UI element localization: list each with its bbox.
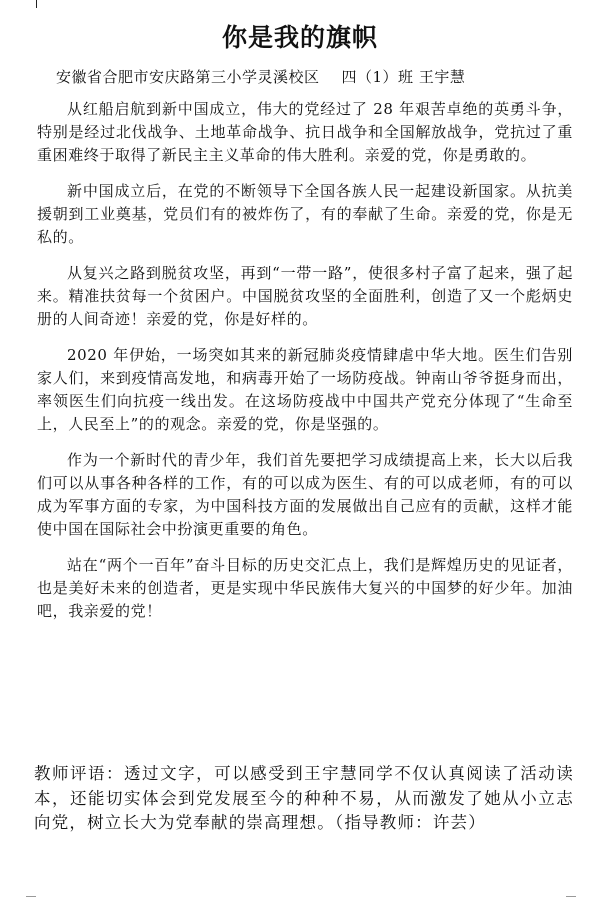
essay-body <box>37 98 573 636</box>
essay-title: 你是我的旗帜 <box>221 23 378 52</box>
author-school: 安徽省合肥市安庆路第三小学灵溪校区 <box>56 68 320 86</box>
page-corner-mark <box>36 0 37 8</box>
essay-paragraph: 站在“两个一百年”奋斗目标的历史交汇点上，我们是辉煌历史的见证者，也是美好未来的创造者，更是实现中华民族伟大复兴的中国梦的好少年。加油吧，我亲爱的党！ <box>37 556 573 620</box>
author-class-name: 四（1）班 王宇慧 <box>341 68 466 86</box>
teacher-comment: 教师评语：透过文字，可以感受到王宇慧同学不仅认真阅读了活动读本，还能切实体会到党发展至今的种种不易，从而激发了她从小立志向党，树立长大为党奉献的崇高理想。（指导教师：许芸） <box>34 764 574 832</box>
author-byline <box>56 66 576 87</box>
essay-paragraph: 新中国成立后，在党的不断领导下全国各族人民一起建设新国家。从抗美援朝到工业奠基，党员们有的被炸伤了，有的奉献了生命。亲爱的党，你是无私的。 <box>37 182 573 246</box>
page-corner-mark <box>26 896 36 897</box>
essay-paragraph: 2020 年伊始，一场突如其来的新冠肺炎疫情肆虐中华大地。医生们告别家人们，来到疫情高发地，和病毒开始了一场防疫战。钟南山爷爷挺身而出，率领医生们向抗疫一线出发。在这场防疫战中中国共产党充分体现了“生命至上，人民至上”的的观念。亲爱的党，你是坚强的。 <box>37 346 573 433</box>
essay-paragraph: 作为一个新时代的青少年，我们首先要把学习成绩提高上来，长大以后我们可以从事各种各样的工作，有的可以成为医生、有的可以成老师，有的可以成为军事方面的专家，为中国科技方面的发展做出自己应有的贡献，这样才能使中国在国际社会中扮演更重要的角色。 <box>37 451 573 538</box>
essay-paragraph: 从红船启航到新中国成立，伟大的党经过了 28 年艰苦卓绝的英勇斗争，特别是经过北伐战争、土地革命战争、抗日战争和全国解放战争，党抗过了重重困难终于取得了新民主主义革命的伟大胜利。亲爱的党，你是勇敢的。 <box>37 100 573 164</box>
page-corner-mark <box>566 896 576 897</box>
essay-paragraph: 从复兴之路到脱贫攻坚，再到“一带一路”，使很多村子富了起来，强了起来。精准扶贫每一个贫困户。中国脱贫攻坚的全面胜利，创造了又一个彪炳史册的人间奇迹！亲爱的党，你是好样的。 <box>37 264 573 328</box>
